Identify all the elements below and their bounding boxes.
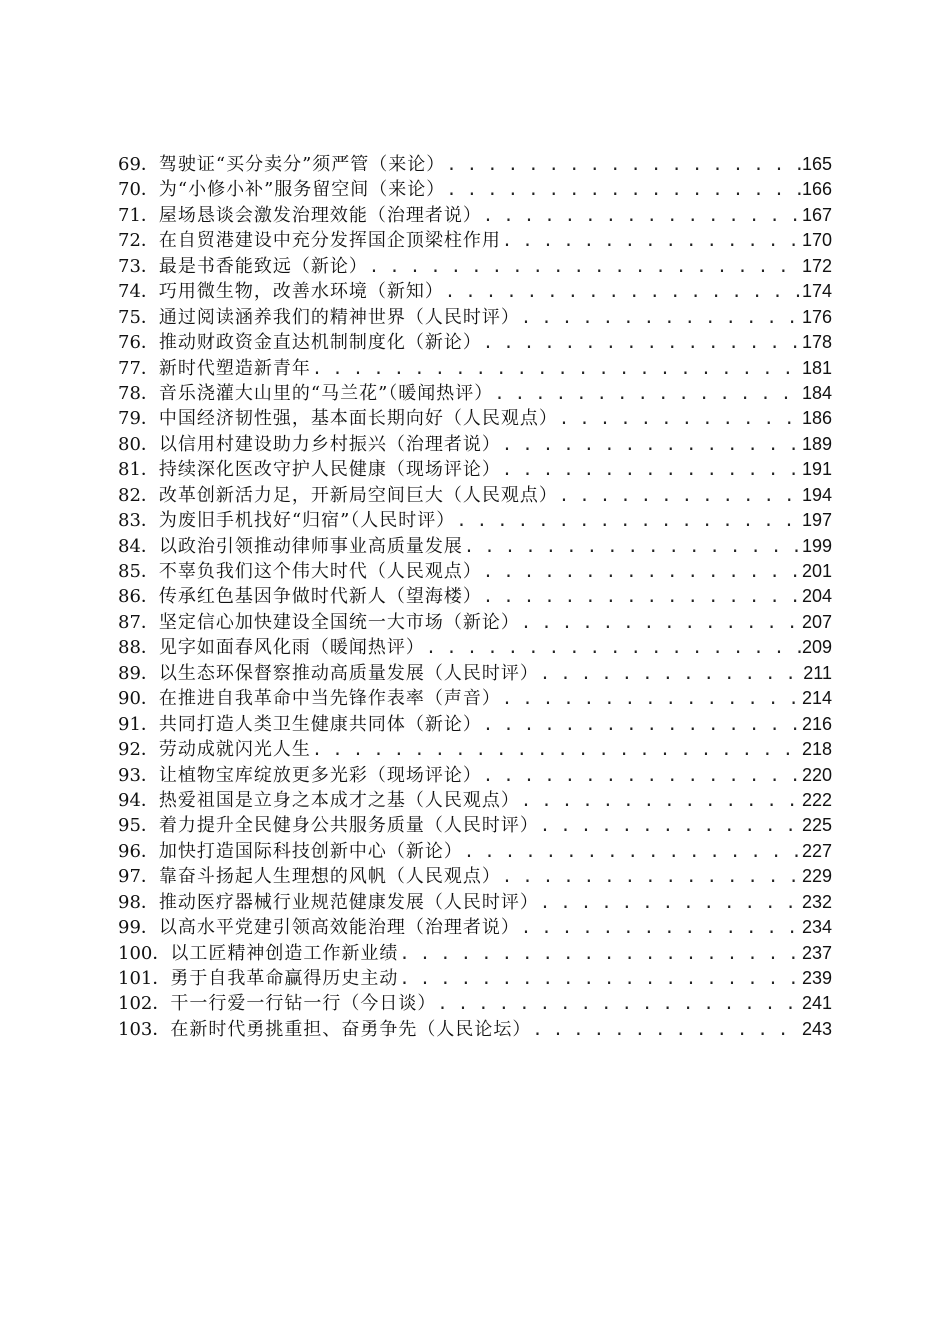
dot-leader bbox=[501, 458, 802, 482]
dot-leader bbox=[445, 153, 802, 177]
toc-entry-number: 75． bbox=[118, 306, 159, 328]
toc-entry[interactable] bbox=[118, 890, 832, 915]
toc-entry[interactable] bbox=[118, 661, 832, 686]
toc-entry-title: 为废旧手机找好“归宿”（人民时评） bbox=[158, 510, 456, 532]
toc-entry[interactable] bbox=[118, 356, 832, 381]
toc-entry[interactable] bbox=[118, 584, 832, 609]
dot-leader bbox=[501, 433, 802, 457]
toc-entry-title: 以生态环保督察推动高质量发展（人民时评） bbox=[158, 662, 539, 684]
toc-entry[interactable] bbox=[118, 152, 832, 177]
toc-entry-title: 传承红色基因争做时代新人（望海楼） bbox=[158, 586, 482, 608]
toc-entry-title: 着力提升全民健身公共服务质量（人民时评） bbox=[158, 815, 539, 837]
toc-entry-title: 靠奋斗扬起人生理想的风帆（人民观点） bbox=[158, 866, 501, 888]
toc-entry-number: 92． bbox=[118, 739, 159, 761]
toc-entry-page-number: 209 bbox=[801, 637, 832, 658]
toc-entry-title: 见字如面春风化雨（暖闻热评） bbox=[158, 637, 425, 659]
toc-entry[interactable] bbox=[118, 508, 832, 533]
toc-entry-title: 以政治引领推动律师事业高质量发展 bbox=[158, 535, 463, 557]
dot-leader bbox=[501, 865, 802, 889]
toc-entry[interactable] bbox=[118, 228, 832, 253]
toc-entry[interactable] bbox=[118, 686, 832, 711]
dot-leader bbox=[463, 535, 802, 559]
toc-entry-number: 79． bbox=[118, 408, 159, 430]
toc-entry-page-number: 178 bbox=[801, 332, 832, 353]
toc-entry-number: 94． bbox=[118, 789, 159, 811]
toc-entry-title: 不辜负我们这个伟大时代（人民观点） bbox=[158, 561, 482, 582]
dot-leader bbox=[455, 509, 802, 533]
toc-entry-number: 96． bbox=[118, 840, 159, 862]
toc-entry[interactable] bbox=[118, 330, 832, 355]
toc-entry-title: 劳动成就闪光人生 bbox=[158, 739, 311, 761]
toc-entry-title: 在推进自我革命中当先锋作表率（声音） bbox=[158, 688, 501, 710]
toc-entry-number: 97． bbox=[118, 866, 159, 888]
toc-entry[interactable] bbox=[118, 177, 832, 202]
toc-entry[interactable] bbox=[118, 203, 832, 228]
toc-entry-number: 85． bbox=[118, 561, 159, 582]
toc-entry-title: 以工匠精神创造工作新业绩 bbox=[170, 942, 399, 964]
dot-leader bbox=[482, 331, 802, 355]
toc-entry-title: 巧用微生物，改善水环境（新知） bbox=[158, 281, 444, 303]
toc-entry-number: 101． bbox=[118, 968, 171, 989]
toc-entry-number: 99． bbox=[118, 917, 159, 939]
toc-entry[interactable] bbox=[118, 381, 832, 406]
toc-entry-number: 89． bbox=[118, 662, 159, 684]
dot-leader bbox=[436, 992, 802, 1016]
toc-entry-page-number: 181 bbox=[801, 357, 832, 378]
toc-entry[interactable] bbox=[118, 737, 832, 762]
toc-entry-title: 持续深化医改守护人民健康（现场评论） bbox=[158, 459, 501, 481]
dot-leader bbox=[482, 585, 802, 609]
toc-entry-title: 驾驶证“买分卖分”须严管（来论） bbox=[158, 154, 446, 175]
toc-entry[interactable] bbox=[118, 483, 832, 508]
toc-entry-number: 76． bbox=[118, 332, 159, 354]
dot-leader bbox=[493, 382, 802, 406]
toc-entry-page-number: 222 bbox=[801, 789, 832, 810]
toc-entry-page-number: 216 bbox=[801, 713, 832, 734]
dot-leader bbox=[311, 357, 802, 381]
toc-entry-page-number: 176 bbox=[801, 306, 832, 327]
toc-entry-number: 72． bbox=[118, 230, 159, 252]
toc-entry-number: 82． bbox=[118, 484, 159, 506]
toc-entry-page-number: 237 bbox=[801, 942, 832, 963]
toc-entry-page-number: 220 bbox=[801, 764, 832, 785]
toc-entry-number: 102． bbox=[118, 993, 171, 1015]
toc-entry-page-number: 218 bbox=[801, 739, 832, 760]
dot-leader bbox=[425, 636, 802, 660]
toc-entry-title: 坚定信心加快建设全国统一大市场（新论） bbox=[158, 611, 520, 633]
toc-entry-title: 推动财政资金直达机制制度化（新论） bbox=[158, 332, 482, 354]
toc-entry-number: 93． bbox=[118, 764, 159, 786]
toc-entry-title: 勇于自我革命赢得历史主动 bbox=[170, 968, 399, 989]
toc-entry[interactable] bbox=[118, 788, 832, 813]
toc-entry-title: 在新时代勇挑重担、奋勇争先（人民论坛） bbox=[170, 1018, 532, 1040]
toc-entry-page-number: 207 bbox=[801, 611, 832, 632]
toc-entry-page-number: 243 bbox=[801, 1018, 832, 1039]
dot-leader bbox=[482, 560, 802, 584]
toc-entry-title: 干一行爱一行钻一行（今日谈） bbox=[170, 993, 437, 1015]
dot-leader bbox=[398, 942, 802, 966]
toc-entry[interactable] bbox=[118, 534, 832, 559]
dot-leader bbox=[520, 611, 802, 635]
toc-entry-page-number: 191 bbox=[801, 459, 832, 480]
toc-entry-number: 84． bbox=[118, 535, 159, 557]
toc-entry-number: 70． bbox=[118, 179, 159, 201]
dot-leader bbox=[311, 738, 802, 762]
toc-entry-page-number: 227 bbox=[801, 840, 832, 861]
toc-entry-page-number: 199 bbox=[801, 535, 832, 556]
toc-entry-title: 推动医疗器械行业规范健康发展（人民时评） bbox=[158, 891, 539, 913]
toc-entry-page-number: 186 bbox=[801, 408, 832, 429]
toc-entry-number: 71． bbox=[118, 204, 159, 226]
toc-entry-number: 81． bbox=[118, 459, 159, 481]
dot-leader bbox=[482, 713, 802, 737]
toc-entry[interactable] bbox=[118, 457, 832, 482]
toc-entry-title: 加快打造国际科技创新中心（新论） bbox=[158, 840, 463, 862]
toc-entry-title: 新时代塑造新青年 bbox=[158, 357, 311, 379]
dot-leader bbox=[445, 178, 802, 202]
toc-entry-number: 77． bbox=[118, 357, 159, 379]
dot-leader bbox=[463, 840, 802, 864]
toc-entry[interactable] bbox=[118, 839, 832, 864]
toc-entry-title: 为“小修小补”服务留空间（来论） bbox=[158, 179, 446, 201]
toc-entry-page-number: 229 bbox=[801, 866, 832, 887]
toc-entry[interactable] bbox=[118, 915, 832, 940]
toc-entry[interactable] bbox=[118, 763, 832, 788]
dot-leader bbox=[531, 1018, 802, 1042]
toc-entry-page-number: 194 bbox=[801, 484, 832, 505]
toc-entry-page-number: 201 bbox=[801, 561, 832, 581]
toc-entry[interactable] bbox=[118, 559, 832, 584]
toc-entry-title: 热爱祖国是立身之本成才之基（人民观点） bbox=[158, 789, 520, 811]
toc-entry-number: 90． bbox=[118, 688, 159, 710]
dot-leader bbox=[539, 814, 802, 838]
dot-leader bbox=[444, 280, 802, 304]
toc-entry-page-number: 241 bbox=[801, 993, 832, 1014]
toc-entry-page-number: 211 bbox=[803, 662, 832, 683]
toc-entry-number: 91． bbox=[118, 713, 159, 735]
dot-leader bbox=[539, 662, 803, 686]
toc-entry-title: 最是书香能致远（新论） bbox=[158, 255, 368, 277]
toc-entry-number: 78． bbox=[118, 382, 159, 404]
toc-entry[interactable] bbox=[118, 941, 832, 966]
dot-leader bbox=[482, 204, 802, 228]
dot-leader bbox=[520, 306, 802, 330]
toc-entry-number: 87． bbox=[118, 611, 159, 633]
toc-entry[interactable] bbox=[118, 279, 832, 304]
toc-entry[interactable] bbox=[118, 1017, 832, 1042]
toc-entry-page-number: 174 bbox=[801, 281, 832, 302]
toc-entry-title: 中国经济韧性强，基本面长期向好（人民观点） bbox=[158, 408, 558, 430]
toc-entry-page-number: 166 bbox=[801, 179, 832, 200]
toc-entry-title: 以高水平党建引领高效能治理（治理者说） bbox=[158, 917, 520, 939]
toc-entry[interactable] bbox=[118, 432, 832, 457]
toc-entry-number: 98． bbox=[118, 891, 159, 913]
toc-entry[interactable] bbox=[118, 635, 832, 660]
toc-entry-page-number: 204 bbox=[801, 586, 832, 607]
toc-entry[interactable] bbox=[118, 966, 832, 991]
dot-leader bbox=[482, 764, 802, 788]
dot-leader bbox=[368, 255, 802, 279]
toc-entry-title: 音乐浇灌大山里的“马兰花”（暖闻热评） bbox=[158, 382, 494, 404]
toc-entry-title: 共同打造人类卫生健康共同体（新论） bbox=[158, 713, 482, 735]
dot-leader bbox=[398, 967, 802, 991]
toc-entry-title: 以信用村建设助力乡村振兴（治理者说） bbox=[158, 433, 501, 455]
dot-leader bbox=[501, 687, 802, 711]
toc-entry[interactable] bbox=[118, 864, 832, 889]
toc-entry-number: 80． bbox=[118, 433, 159, 455]
toc-entry-page-number: 234 bbox=[801, 917, 832, 938]
toc-entry-page-number: 225 bbox=[801, 815, 832, 836]
toc-entry[interactable] bbox=[118, 991, 832, 1016]
toc-entry-page-number: 239 bbox=[801, 968, 832, 988]
toc-entry-page-number: 232 bbox=[801, 891, 832, 912]
toc-entry[interactable] bbox=[118, 254, 832, 279]
toc-entry-title: 让植物宝库绽放更多光彩（现场评论） bbox=[158, 764, 482, 786]
toc-entry-number: 74． bbox=[118, 281, 159, 303]
toc-entry-number: 69． bbox=[118, 154, 159, 175]
toc-entry-page-number: 197 bbox=[801, 510, 832, 531]
toc-entry-page-number: 184 bbox=[801, 382, 832, 403]
table-of-contents bbox=[118, 152, 832, 1042]
toc-entry[interactable] bbox=[118, 712, 832, 737]
toc-entry-page-number: 172 bbox=[801, 255, 832, 276]
toc-entry-title: 通过阅读涵养我们的精神世界（人民时评） bbox=[158, 306, 520, 328]
toc-entry-number: 88． bbox=[118, 637, 159, 659]
dot-leader bbox=[520, 789, 802, 813]
toc-entry-number: 83． bbox=[118, 510, 159, 532]
dot-leader bbox=[520, 916, 802, 940]
toc-entry-number: 100． bbox=[118, 942, 171, 964]
toc-entry-number: 95． bbox=[118, 815, 159, 837]
dot-leader bbox=[558, 484, 802, 508]
toc-entry[interactable] bbox=[118, 813, 832, 838]
toc-entry[interactable] bbox=[118, 305, 832, 330]
toc-entry-number: 86． bbox=[118, 586, 159, 608]
toc-entry[interactable] bbox=[118, 406, 832, 431]
toc-entry-title: 改革创新活力足，开新局空间巨大（人民观点） bbox=[158, 484, 558, 506]
toc-entry-page-number: 214 bbox=[801, 688, 832, 709]
toc-entry-number: 73． bbox=[118, 255, 159, 277]
toc-entry-title: 在自贸港建设中充分发挥国企顶梁柱作用 bbox=[158, 230, 501, 252]
toc-entry-title: 屋场恳谈会激发治理效能（治理者说） bbox=[158, 204, 482, 226]
toc-entry-page-number: 165 bbox=[801, 154, 832, 174]
toc-entry-page-number: 189 bbox=[801, 433, 832, 454]
toc-entry-page-number: 170 bbox=[801, 230, 832, 251]
dot-leader bbox=[558, 407, 802, 431]
toc-entry-number: 103． bbox=[118, 1018, 171, 1040]
dot-leader bbox=[501, 229, 802, 253]
toc-entry-page-number: 167 bbox=[801, 204, 832, 225]
toc-entry[interactable] bbox=[118, 610, 832, 635]
dot-leader bbox=[539, 891, 802, 915]
